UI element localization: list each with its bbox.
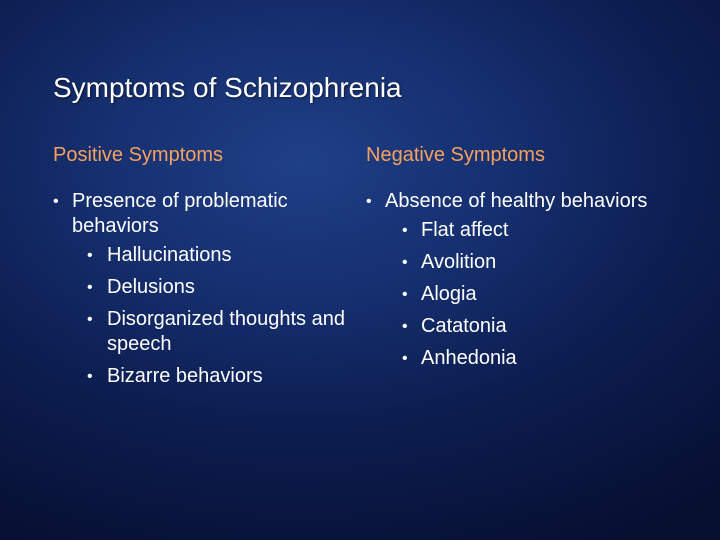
bullet-icon: •	[402, 254, 408, 271]
list-item-text: Catatonia	[421, 315, 507, 337]
list-item	[53, 243, 353, 268]
bullet-icon: •	[53, 193, 59, 210]
list-item	[366, 314, 666, 339]
slide-title: Symptoms of Schizophrenia	[53, 72, 402, 103]
list-item-text: Disorganized thoughts and speech	[107, 308, 345, 355]
negative-symptom-list	[366, 218, 666, 371]
list-item-text: Anhedonia	[421, 347, 517, 369]
positive-symptom-list	[53, 243, 353, 389]
positive-symptoms-header: Positive Symptoms	[53, 144, 224, 166]
positive-main-point	[53, 189, 353, 239]
list-item	[53, 307, 353, 357]
list-item	[366, 218, 666, 243]
bullet-icon: •	[402, 350, 408, 367]
list-item-text: Bizarre behaviors	[107, 365, 263, 387]
bullet-icon: •	[402, 318, 408, 335]
bullet-icon: •	[87, 247, 93, 264]
bullet-icon: •	[402, 222, 408, 239]
bullet-icon: •	[402, 286, 408, 303]
list-item	[366, 282, 666, 307]
negative-symptoms-column	[366, 142, 666, 378]
positive-main-point-text: Presence of problematic behaviors	[72, 190, 288, 237]
list-item-text: Alogia	[421, 283, 477, 305]
bullet-icon: •	[366, 193, 372, 210]
list-item-text: Hallucinations	[107, 244, 232, 266]
bullet-icon: •	[87, 279, 93, 296]
list-item	[366, 250, 666, 275]
bullet-icon: •	[87, 311, 93, 328]
list-item-text: Flat affect	[421, 219, 509, 241]
bullet-icon: •	[87, 368, 93, 385]
positive-symptoms-column	[53, 142, 353, 396]
negative-symptoms-header: Negative Symptoms	[366, 144, 545, 166]
list-item-text: Delusions	[107, 276, 195, 298]
list-item-text: Avolition	[421, 251, 497, 273]
list-item	[53, 364, 353, 389]
list-item	[53, 275, 353, 300]
negative-main-point-text: Absence of healthy behaviors	[385, 190, 648, 212]
negative-main-point	[366, 189, 666, 214]
list-item	[366, 346, 666, 371]
